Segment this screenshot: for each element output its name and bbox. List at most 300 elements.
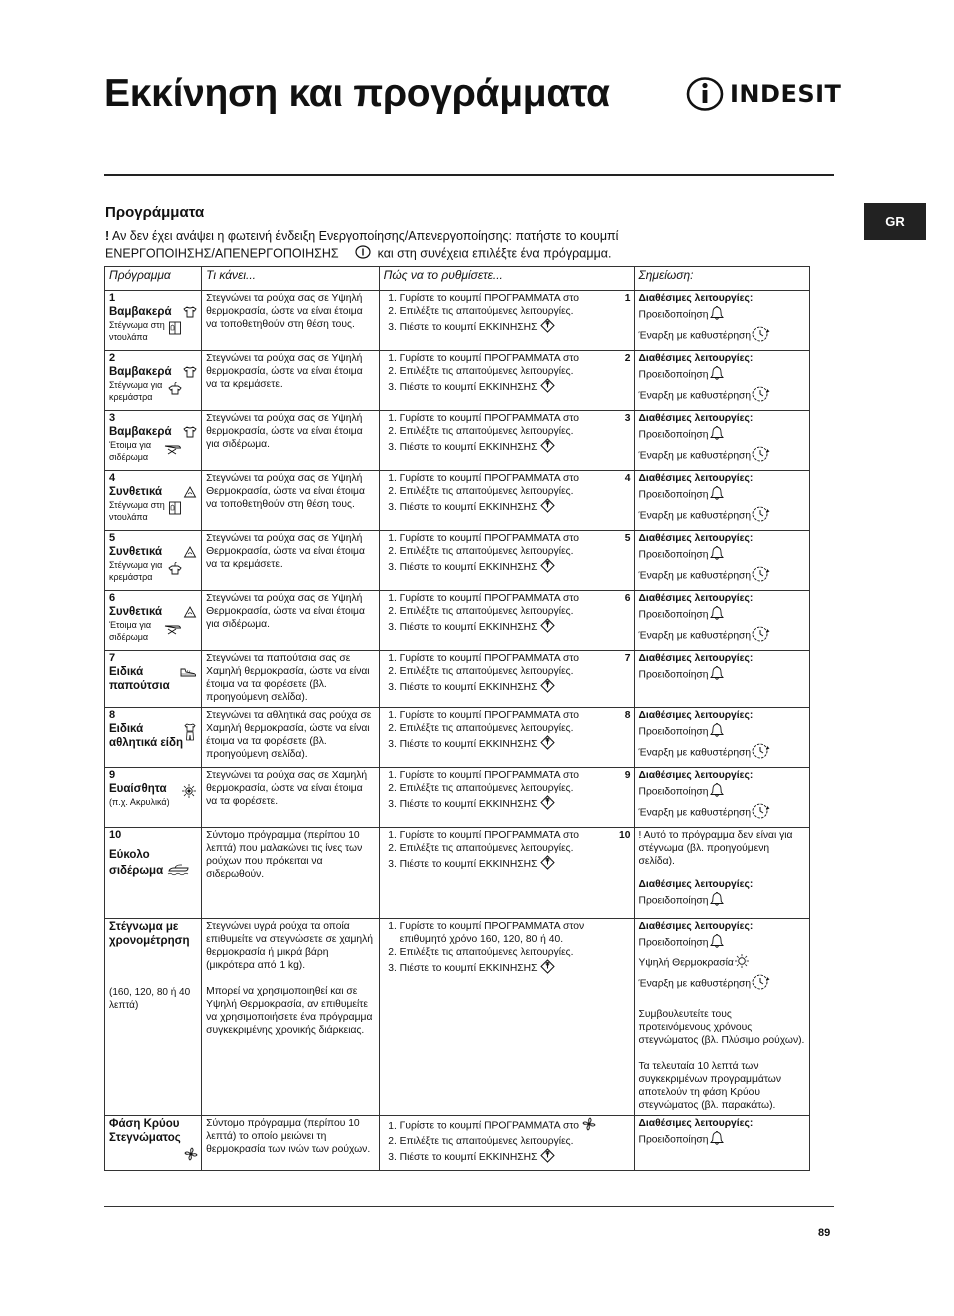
note-cell	[634, 708, 809, 768]
program-cell	[105, 291, 202, 351]
step-item	[400, 735, 631, 754]
desc-paragraph: Μπορεί να χρησιμοποιηθεί και σε Υψηλή Θερμοκρασία, αν επιθυμείτε να χρησιμοποιήσετε ένα πρόγραμμα συγκεκριμένης χρονικής διάρκειας.	[206, 986, 373, 1036]
desc-cell: Στεγνώνει τα ρούχα σας σε Υψηλή θερμοκρασία, ώστε να είναι έτοιμα για σιδέρωμα.	[202, 411, 380, 471]
step-item	[400, 305, 631, 318]
bottom-rule	[104, 1206, 834, 1207]
step-text: Επιλέξτε τις απαιτούμενες λειτουργίες.	[399, 306, 574, 317]
steps-list	[384, 652, 631, 697]
note-line	[639, 933, 806, 953]
step-item	[400, 618, 631, 637]
note-line	[639, 891, 806, 911]
note-line-text: Έναρξη με καθυστέρηση	[638, 330, 752, 342]
note-cell	[634, 351, 809, 411]
note-line-text: Προειδοποίηση	[638, 609, 709, 621]
delay-icon	[751, 742, 771, 764]
header-note: Σημείωση:	[634, 267, 809, 291]
steps-cell	[379, 828, 634, 919]
program-number: 3	[109, 412, 116, 424]
step-item	[400, 592, 631, 605]
sportswear-icon	[183, 723, 197, 745]
step-text: Γυρίστε το κουμπί ΠΡΟΓΡΑΜΜΑΤΑ στο	[399, 293, 579, 304]
table-row	[105, 828, 810, 919]
step-text: Επιλέξτε τις απαιτούμενες λειτουργίες.	[399, 783, 574, 794]
start-icon	[540, 498, 555, 517]
shirt-icon	[183, 426, 197, 442]
step-item	[400, 1117, 631, 1135]
steps-list	[384, 412, 631, 457]
note-line-text: Υψηλή Θερμοκρασία	[638, 957, 734, 969]
step-item	[400, 532, 631, 545]
step-text: Πιέστε το κουμπί ΕΚΚΙΝΗΣΗΣ	[399, 442, 538, 454]
wardrobe-icon	[168, 501, 182, 519]
program-name	[109, 485, 198, 499]
step-item	[400, 425, 631, 438]
step-text: Γυρίστε το κουμπί ΠΡΟΓΡΑΜΜΑΤΑ στο	[399, 1120, 579, 1132]
step-text: Γυρίστε το κουμπί ΠΡΟΓΡΑΜΜΑΤΑ στο	[399, 593, 579, 604]
note-paragraph: Συμβουλευτείτε τους προτεινόμενους χρόνους στεγνώματος (βλ. Πλύσιμο ρούχων).	[638, 1009, 805, 1046]
step-text: Επιλέξτε τις απαιτούμενες λειτουργίες.	[399, 366, 574, 377]
steps-cell	[379, 768, 634, 828]
step-item	[400, 709, 631, 722]
step-value: 8	[624, 710, 631, 721]
desc-cell: Στεγνώνει τα ρούχα σας σε Υψηλή θερμοκρασία, ώστε να είναι έτοιμα να τοποθετηθούν στη θέση τους.	[202, 291, 380, 351]
step-item	[400, 605, 631, 618]
note-cell	[634, 411, 809, 471]
step-text: Πιέστε το κουμπί ΕΚΚΙΝΗΣΗΣ	[399, 963, 538, 975]
delay-icon	[751, 565, 771, 587]
note-cell	[634, 919, 809, 1116]
program-cell	[105, 651, 202, 708]
indesit-logo	[686, 77, 841, 111]
step-item	[400, 829, 631, 842]
note-title: Διαθέσιμες λειτουργίες:	[638, 593, 754, 604]
step-item	[400, 959, 631, 978]
note-line	[639, 385, 806, 407]
program-sub-text: Έτοιμα για σιδέρωμα	[109, 440, 152, 462]
bell-icon	[709, 305, 725, 325]
program-name-text: Ειδικά αθλητικά είδη	[109, 723, 183, 749]
start-icon	[540, 378, 555, 397]
desc-cell: Στεγνώνει τα ρούχα σας σε Υψηλή Θερμοκρασία, ώστε να είναι έτοιμα για σιδέρωμα.	[202, 591, 380, 651]
bell-icon	[709, 605, 725, 625]
program-name-text: Συνθετικά	[109, 606, 163, 618]
desc-cell: Στεγνώνει τα ρούχα σας σε Υψηλή θερμοκρασία, ώστε να είναι έτοιμα να τα κρεμάσετε.	[202, 351, 380, 411]
start-icon	[540, 438, 555, 457]
step-value: 5	[624, 533, 631, 544]
sun-icon	[734, 953, 750, 973]
step-item	[400, 318, 631, 337]
iron-icon	[162, 621, 182, 639]
program-number: 5	[109, 532, 116, 544]
step-item	[400, 412, 631, 425]
program-name-text: Ειδικά παπούτσια	[109, 666, 170, 692]
program-name	[109, 782, 198, 796]
step-text: Πιέστε το κουμπί ΕΚΚΙΝΗΣΗΣ	[399, 382, 538, 394]
note-title: Διαθέσιμες λειτουργίες:	[638, 710, 754, 721]
delay-icon	[751, 802, 771, 824]
note-line	[639, 973, 806, 995]
program-cell	[105, 531, 202, 591]
desc-cell: Στεγνώνει τα ρούχα σας σε Υψηλή Θερμοκρασία, ώστε να είναι έτοιμα να τα κρεμάσετε.	[202, 531, 380, 591]
table-row	[105, 708, 810, 768]
step-text: Επιλέξτε τις απαιτούμενες λειτουργίες.	[399, 486, 574, 497]
program-number: 6	[109, 592, 116, 604]
step-item	[400, 545, 631, 558]
note-title: Διαθέσιμες λειτουργίες:	[638, 413, 754, 424]
note-cell	[634, 531, 809, 591]
note-paragraph: Τα τελευταία 10 λεπτά των συγκεκριμένων προγραμμάτων αποτελούν τη φάση Κρύου στεγνώματος (βλ. παρακάτω).	[638, 1061, 781, 1111]
note-line-text: Έναρξη με καθυστέρηση	[638, 450, 752, 462]
desc-cell	[202, 919, 380, 1116]
note-line	[639, 305, 806, 325]
note-cell	[634, 591, 809, 651]
step-value: 4	[624, 473, 631, 484]
note-line-text: Προειδοποίηση	[638, 895, 709, 907]
step-item	[400, 365, 631, 378]
program-name	[109, 425, 198, 439]
header-program: Πρόγραμμα	[105, 267, 202, 291]
steps-list	[384, 769, 631, 814]
table-row	[105, 919, 810, 1116]
cool-icon	[582, 1117, 596, 1135]
note-line-text: Έναρξη με καθυστέρηση	[638, 510, 752, 522]
table-row	[105, 651, 810, 708]
wardrobe-icon	[168, 321, 182, 339]
note-line	[639, 365, 806, 385]
desc-cell: Στεγνώνει τα παπούτσια σας σε Χαμηλή θερμοκρασία, ώστε να είναι έτοιμα να τα φορέσετε (βλ. προηγούμενη σελίδα).	[202, 651, 380, 708]
step-text: Επιλέξτε τις απαιτούμενες λειτουργίες.	[399, 426, 574, 437]
program-name-text: Ευαίσθητα	[109, 783, 167, 795]
step-text: Πιέστε το κουμπί ΕΚΚΙΝΗΣΗΣ	[399, 622, 538, 634]
steps-list	[384, 1117, 631, 1167]
program-cell	[105, 768, 202, 828]
note-title: Διαθέσιμες λειτουργίες:	[638, 1118, 754, 1129]
delay-icon	[751, 445, 771, 467]
step-value: 1	[624, 293, 631, 304]
note-title: Διαθέσιμες λειτουργίες:	[638, 921, 754, 932]
steps-cell	[379, 471, 634, 531]
desc-cell: Σύντομο πρόγραμμα (περίπου 10 λεπτά) που μαλακώνει τις ίνες των ρούχων που πρόκειται να σιδερωθούν.	[202, 828, 380, 919]
program-number: 1	[109, 292, 116, 304]
cool-icon	[184, 1147, 198, 1165]
brand-name: INDESIT	[730, 80, 842, 108]
program-sub	[109, 320, 183, 343]
start-icon	[540, 855, 555, 874]
note-line	[639, 565, 806, 587]
step-item	[400, 678, 631, 697]
intro-line2b: και στη συνέχεια επιλέξτε ένα πρόγραμμα.	[377, 246, 612, 261]
step-item	[400, 472, 631, 485]
program-sub: (160, 120, 80 ή 40 λεπτά)	[109, 987, 191, 1011]
indesit-logo-icon	[686, 77, 724, 111]
step-text: Επιλέξτε τις απαιτούμενες λειτουργίες.	[399, 1136, 574, 1147]
step-text: Γυρίστε το κουμπί ΠΡΟΓΡΑΜΜΑΤΑ στο	[399, 473, 579, 484]
delay-icon	[751, 325, 771, 347]
program-name-text: Βαμβακερά	[109, 306, 172, 318]
top-rule	[104, 174, 834, 176]
page-title: Εκκίνηση και προγράμματα	[104, 72, 610, 115]
start-icon	[540, 735, 555, 754]
bell-icon	[709, 1130, 725, 1150]
power-icon	[355, 245, 371, 264]
delay-icon	[751, 625, 771, 647]
program-number: 9	[109, 769, 116, 781]
note-line	[639, 485, 806, 505]
program-name	[109, 305, 198, 319]
desc-cell: Σύντομο πρόγραμμα (περίπου 10 λεπτά) το οποίο μειώνει τη θερμοκρασία των ινών των ρούχων.	[202, 1116, 380, 1171]
note-line-text: Προειδοποίηση	[638, 369, 709, 381]
program-cell	[105, 591, 202, 651]
section-title: Προγράμματα	[105, 204, 205, 221]
program-cell	[105, 919, 202, 1116]
steps-list	[384, 472, 631, 517]
start-icon	[540, 959, 555, 978]
program-name-text: Εύκολο σιδέρωμα	[109, 849, 164, 878]
intro-text	[105, 229, 785, 263]
page-number: 89	[818, 1227, 831, 1239]
note-cell	[634, 291, 809, 351]
program-cell	[105, 708, 202, 768]
bell-icon	[709, 365, 725, 385]
note-line-text: Προειδοποίηση	[638, 549, 709, 561]
note-cell	[634, 828, 809, 919]
step-item	[400, 485, 631, 498]
shoe-icon	[179, 666, 197, 682]
step-item	[400, 855, 631, 874]
note-line-text: Προειδοποίηση	[638, 786, 709, 798]
step-text: Γυρίστε το κουμπί ΠΡΟΓΡΑΜΜΑΤΑ στο	[399, 653, 579, 664]
step-text: Πιέστε το κουμπί ΕΚΚΙΝΗΣΗΣ	[399, 799, 538, 811]
note-line	[639, 545, 806, 565]
note-line-text: Προειδοποίηση	[638, 429, 709, 441]
hanger-icon	[168, 381, 182, 399]
step-value: 3	[624, 413, 631, 424]
table-row	[105, 591, 810, 651]
program-cell	[105, 351, 202, 411]
steps-cell	[379, 531, 634, 591]
step-text: Γυρίστε το κουμπί ΠΡΟΓΡΑΜΜΑΤΑ στο	[399, 413, 579, 424]
note-line-text: Προειδοποίηση	[638, 937, 709, 949]
synthetic-icon	[183, 546, 197, 562]
step-text: Πιέστε το κουμπί ΕΚΚΙΝΗΣΗΣ	[399, 322, 538, 334]
note-title: Διαθέσιμες λειτουργίες:	[638, 770, 754, 781]
synthetic-icon	[183, 486, 197, 502]
step-item	[400, 782, 631, 795]
step-text: Πιέστε το κουμπί ΕΚΚΙΝΗΣΗΣ	[399, 1152, 538, 1164]
note-line	[639, 782, 806, 802]
program-cell	[105, 471, 202, 531]
program-sub	[109, 440, 183, 463]
note-line-text: Έναρξη με καθυστέρηση	[638, 390, 752, 402]
note-line-text: Έναρξη με καθυστέρηση	[638, 570, 752, 582]
note-line-text: Έναρξη με καθυστέρηση	[638, 807, 752, 819]
program-number: 2	[109, 352, 116, 364]
bell-icon	[709, 933, 725, 953]
table-row	[105, 1116, 810, 1171]
shirt-icon	[183, 366, 197, 382]
step-value: 10	[619, 830, 631, 841]
steps-cell	[379, 351, 634, 411]
program-name-text: Βαμβακερά	[109, 366, 172, 378]
steps-list	[384, 352, 631, 397]
program-name-text: Βαμβακερά	[109, 426, 172, 438]
warning-note: ! Αυτό το πρόγραμμα δεν είναι για στέγνωμα (βλ. προηγούμενη σελίδα).	[638, 830, 793, 867]
note-line-text: Προειδοποίηση	[638, 1134, 709, 1146]
intro-mark: !	[105, 229, 110, 243]
note-line	[639, 445, 806, 467]
program-sub-text: Στέγνωμα για κρεμάστρα	[109, 380, 163, 402]
step-text: Επιλέξτε τις απαιτούμενες λειτουργίες.	[399, 843, 574, 854]
step-text: Γυρίστε το κουμπί ΠΡΟΓΡΑΜΜΑΤΑ στο	[399, 710, 579, 721]
table-row	[105, 351, 810, 411]
program-sub	[109, 620, 183, 643]
iron-icon	[162, 441, 182, 459]
synthetic-icon	[183, 606, 197, 622]
hanger-icon	[168, 561, 182, 579]
program-name-text: Συνθετικά	[109, 486, 163, 498]
note-line	[639, 1130, 806, 1150]
header-how: Πώς να το ρυθμίσετε...	[379, 267, 634, 291]
note-line	[639, 742, 806, 764]
step-text: Γυρίστε το κουμπί ΠΡΟΓΡΑΜΜΑΤΑ στο	[399, 830, 579, 841]
program-sub	[109, 380, 183, 403]
program-sub	[109, 797, 181, 809]
start-icon	[540, 795, 555, 814]
note-cell	[634, 768, 809, 828]
note-cell	[634, 471, 809, 531]
step-item	[400, 378, 631, 397]
note-line	[639, 802, 806, 824]
table-row	[105, 411, 810, 471]
program-sub-text: Στέγνωμα στη ντουλάπα	[109, 500, 165, 522]
program-name	[109, 722, 198, 750]
program-sub-text: Στέγνωμα στη ντουλάπα	[109, 320, 165, 342]
delay-icon	[751, 973, 771, 995]
table-row	[105, 531, 810, 591]
note-line-text: Προειδοποίηση	[638, 726, 709, 738]
bell-icon	[709, 891, 725, 911]
note-line	[639, 325, 806, 347]
program-sub	[109, 500, 183, 523]
programs-table	[104, 266, 810, 1171]
start-icon	[540, 318, 555, 337]
desc-cell: Στεγνώνει τα ρούχα σας σε Υψηλή Θερμοκρασία, ώστε να είναι έτοιμα να τοποθετηθούν στη θέση τους.	[202, 471, 380, 531]
steps-list	[384, 709, 631, 754]
note-line	[639, 722, 806, 742]
step-text: Επιλέξτε τις απαιτούμενες λειτουργίες.	[399, 606, 574, 617]
bell-icon	[709, 722, 725, 742]
note-line	[639, 625, 806, 647]
table-header-row	[105, 267, 810, 291]
step-text: Γυρίστε το κουμπί ΠΡΟΓΡΑΜΜΑΤΑ στο	[399, 353, 579, 364]
shirt-icon	[183, 306, 197, 322]
delay-icon	[751, 385, 771, 407]
desc-cell: Στεγνώνει τα ρούχα σας σε Χαμηλή θερμοκρασία, ώστε να είναι έτοιμα να τα φορέσετε.	[202, 768, 380, 828]
note-line-text: Προειδοποίηση	[638, 309, 709, 321]
step-item	[400, 842, 631, 855]
steps-cell	[379, 708, 634, 768]
note-line	[639, 953, 806, 973]
note-line-text: Έναρξη με καθυστέρηση	[638, 747, 752, 759]
program-number: 7	[109, 652, 116, 664]
bell-icon	[709, 545, 725, 565]
note-line-text: Έναρξη με καθυστέρηση	[638, 630, 752, 642]
steps-cell	[379, 651, 634, 708]
desc-paragraph: Στεγνώνει υγρά ρούχα τα οποία επιθυμείτε να στεγνώσετε σε χαμηλή θερμοκρασία ή μικρά βάρη (μικρότερα από 1 kg).	[206, 921, 373, 971]
note-line	[639, 665, 806, 685]
note-line	[639, 425, 806, 445]
note-title: Διαθέσιμες λειτουργίες:	[638, 653, 754, 664]
step-item	[400, 652, 631, 665]
bell-icon	[709, 425, 725, 445]
step-item	[400, 1148, 631, 1167]
step-value: 6	[624, 593, 631, 604]
steps-list	[384, 920, 631, 978]
steps-cell	[379, 1116, 634, 1171]
note-line	[639, 505, 806, 527]
step-text: Πιέστε το κουμπί ΕΚΚΙΝΗΣΗΣ	[399, 859, 538, 871]
step-item	[400, 1135, 631, 1148]
step-text: Επιλέξτε τις απαιτούμενες λειτουργίες.	[399, 666, 574, 677]
note-cell	[634, 651, 809, 708]
program-name	[109, 848, 198, 880]
step-value: 7	[624, 653, 631, 664]
note-line	[639, 605, 806, 625]
steps-list	[384, 292, 631, 337]
step-text: Γυρίστε το κουμπί ΠΡΟΓΡΑΜΜΑΤΑ στο	[399, 770, 579, 781]
table-row	[105, 768, 810, 828]
program-name	[109, 665, 198, 693]
easy-iron-icon	[166, 862, 190, 880]
step-text: Πιέστε το κουμπί ΕΚΚΙΝΗΣΗΣ	[399, 562, 538, 574]
intro-line1: Αν δεν έχει ανάψει η φωτεινή ένδειξη Ενεργοποίησης/Απενεργοποίησης: πατήστε το κουμπί	[109, 229, 619, 243]
step-item	[400, 665, 631, 678]
steps-cell	[379, 411, 634, 471]
note-title: Διαθέσιμες λειτουργίες:	[638, 353, 754, 364]
program-cell	[105, 411, 202, 471]
step-value: 9	[624, 770, 631, 781]
step-item	[400, 795, 631, 814]
step-text: Πιέστε το κουμπί ΕΚΚΙΝΗΣΗΣ	[399, 502, 538, 514]
step-text: Επιλέξτε τις απαιτούμενες λειτουργίες.	[399, 546, 574, 557]
start-icon	[540, 678, 555, 697]
program-name	[109, 545, 198, 559]
step-item	[400, 722, 631, 735]
steps-cell	[379, 291, 634, 351]
program-number: 10	[109, 829, 122, 841]
note-title: Διαθέσιμες λειτουργίες:	[638, 293, 754, 304]
program-sub-text: Έτοιμα για σιδέρωμα	[109, 620, 152, 642]
start-icon	[540, 1148, 555, 1167]
header-what: Τι κάνει...	[202, 267, 380, 291]
bell-icon	[709, 782, 725, 802]
delay-icon	[751, 505, 771, 527]
program-number: 4	[109, 472, 116, 484]
steps-list	[384, 829, 631, 874]
note-line-text: Προειδοποίηση	[638, 489, 709, 501]
program-sub	[109, 560, 183, 583]
program-cell	[105, 1116, 202, 1171]
step-item	[400, 769, 631, 782]
table-row	[105, 471, 810, 531]
desc-cell: Στεγνώνει τα αθλητικά σας ρούχα σε Χαμηλή θερμοκρασία, ώστε να είναι έτοιμα να τα φορέσετε (βλ. προηγούμενη σελίδα).	[202, 708, 380, 768]
program-cell	[105, 828, 202, 919]
language-tab: GR	[864, 203, 926, 240]
table-row	[105, 291, 810, 351]
steps-cell	[379, 591, 634, 651]
steps-cell	[379, 919, 634, 1116]
program-name-text: Συνθετικά	[109, 546, 163, 558]
